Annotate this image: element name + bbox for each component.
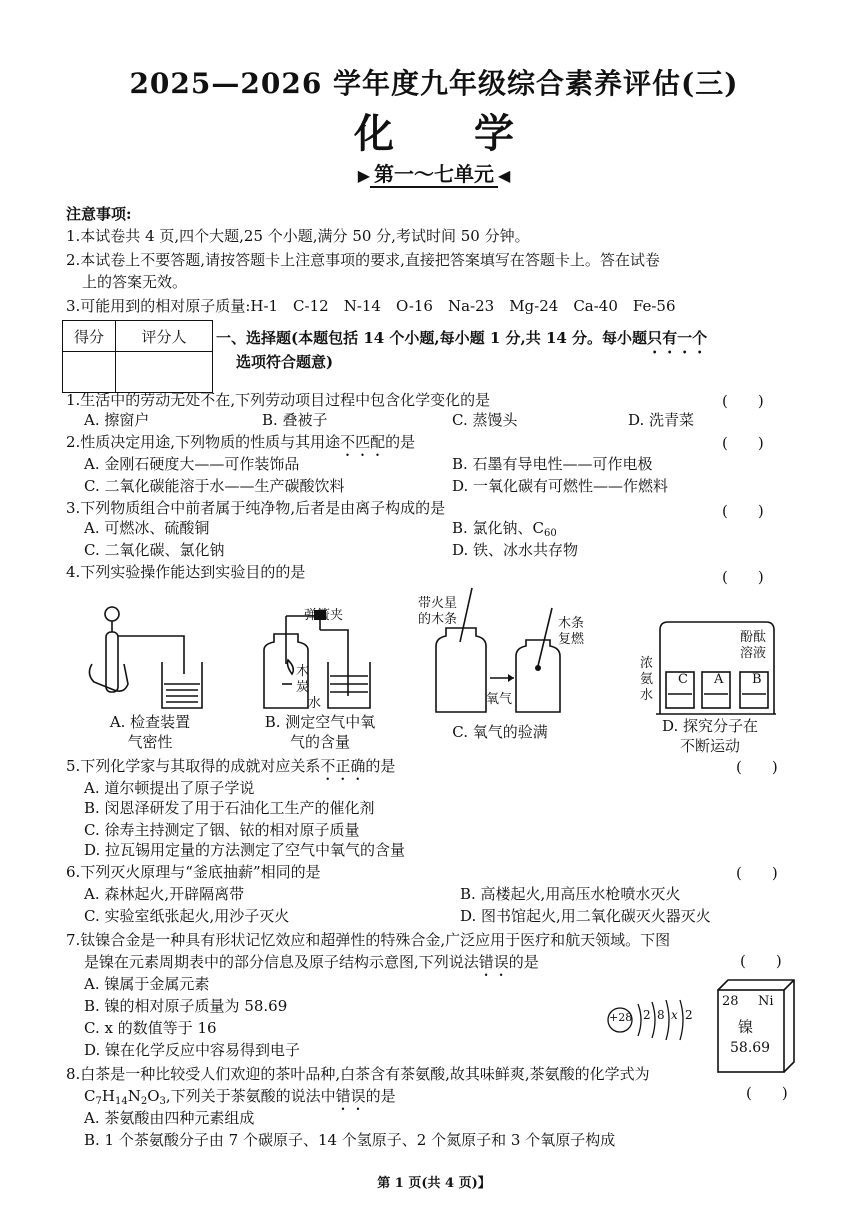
atom-shell-3: x <box>671 1008 678 1022</box>
atom-shell-1: 2 <box>643 1008 651 1022</box>
score-label: 得分 <box>63 321 116 352</box>
left-triangle-icon: ◀ <box>498 166 511 185</box>
label-ammonia-1: 浓 <box>640 656 654 671</box>
score-table <box>62 320 213 393</box>
atom-shell-4: 2 <box>685 1008 693 1022</box>
note-1: 1.本试卷共 4 页,四个大题,25 个小题,满分 50 分,考试时间 50 分钟。 <box>66 227 530 245</box>
q5-stem-end: 的是 <box>365 757 396 775</box>
q4-caption-d1: D. 探究分子在 <box>661 717 759 735</box>
q6-option-b: B. 高楼起火,用高压水枪喷水灭火 <box>460 885 681 903</box>
q2-stem-text: 2.性质决定用途,下列物质的性质与其用途 <box>66 433 341 451</box>
answer-paren: ( ) <box>736 864 778 882</box>
element-name: 镍 <box>738 1018 754 1036</box>
q4-caption-a2: 气密性 <box>127 733 173 751</box>
label-splint-1: 带火星 <box>418 596 458 611</box>
q2-emphasis: 不匹配 <box>340 433 386 451</box>
answer-paren: ( ) <box>736 758 778 776</box>
q2-stem-end: 的是 <box>385 433 416 451</box>
answer-paren: ( ) <box>722 568 764 586</box>
figure-a-airtightness <box>84 604 214 714</box>
notes-heading: 注意事项: <box>66 205 132 223</box>
q3-option-b-sub: 60 <box>544 528 557 539</box>
label-phenol-1: 酚酞 <box>740 630 767 645</box>
unit-banner <box>0 158 868 187</box>
q3-option-d: D. 铁、冰水共存物 <box>452 541 579 559</box>
note-2: 2.本试卷上不要答题,请按答题卡上注意事项的要求,直接把答案填写在答题卡上。答在试卷 <box>66 251 660 269</box>
q8-emphasis: 错误 <box>335 1087 366 1105</box>
q3-stem: 3.下列物质组合中前者属于纯净物,后者是由离子构成的是 <box>66 499 446 517</box>
element-mass: 58.69 <box>730 1040 771 1056</box>
q8-stem-end: 的是 <box>365 1087 396 1105</box>
q2-option-b: B. 石墨有导电性——可作电极 <box>452 455 653 473</box>
score-cell <box>63 352 116 393</box>
note-2-cont: 上的答案无效。 <box>82 273 188 291</box>
label-charcoal-1: 木 <box>296 664 310 679</box>
label-water: 水 <box>308 696 322 711</box>
q8-stem-1: 8.白茶是一种比较受人们欢迎的茶叶品种,白茶含有茶氨酸,故其味鲜爽,茶氨酸的化学式为 <box>66 1065 650 1083</box>
label-ammonia-2: 氨 <box>640 672 654 687</box>
element-card-box <box>714 976 798 1076</box>
q4-caption-d2: 不断运动 <box>679 737 740 755</box>
q1-option-a: A. 擦窗户 <box>84 411 150 429</box>
q3-option-b-text: B. 氯化钠、C <box>452 519 545 537</box>
q8-stem-text: ,下列关于茶氨酸的说法中 <box>165 1087 336 1105</box>
label-oxygen: 氧气 <box>486 692 513 707</box>
q7-option-c: C. x 的数值等于 16 <box>84 1019 217 1037</box>
q8-option-a: A. 茶氨酸由四种元素组成 <box>84 1109 255 1127</box>
q5-stem-text: 5.下列化学家与其取得的成就对应关系 <box>66 757 321 775</box>
q2-option-a: A. 金刚石硬度大——可作装饰品 <box>84 455 300 473</box>
element-number: 28 <box>722 994 739 1009</box>
q6-option-c: C. 实验室纸张起火,用沙子灭火 <box>84 907 290 925</box>
label-cup-a: A <box>714 672 724 687</box>
q3-option-a: A. 可燃冰、硫酸铜 <box>84 519 210 537</box>
label-reignite-2: 复燃 <box>558 632 585 647</box>
section1-title-text: 一、选择题(本题包括 14 个小题,每小题 1 分,共 14 分。每小题 <box>216 329 648 347</box>
q2-option-d: D. 一氧化碳有可燃性——作燃料 <box>452 477 669 495</box>
q5-option-a: A. 道尔顿提出了原子学说 <box>84 779 255 797</box>
right-triangle-icon: ▶ <box>357 166 370 185</box>
q1-option-d: D. 洗青菜 <box>628 411 695 429</box>
answer-paren: ( ) <box>722 392 764 410</box>
element-symbol: Ni <box>758 994 774 1009</box>
q5-emphasis: 不正确 <box>320 757 366 775</box>
q5-option-b: B. 闵恩泽研发了用于石油化工生产的催化剂 <box>84 799 375 817</box>
label-cup-b: B <box>752 672 762 687</box>
q7-option-b: B. 镍的相对原子质量为 58.69 <box>84 997 288 1015</box>
q2-option-c: C. 二氧化碳能溶于水——生产碳酸饮料 <box>84 477 345 495</box>
q8-option-b: B. 1 个茶氨酸分子由 7 个碳原子、14 个氢原子、2 个氮原子和 3 个氧原子构成 <box>84 1131 616 1149</box>
answer-paren: ( ) <box>722 502 764 520</box>
q4-caption-b1: B. 测定空气中氧 <box>264 713 376 731</box>
subject-title: 化 学 <box>354 110 514 157</box>
label-spring-clip: 弹簧夹 <box>304 608 344 623</box>
q7-stem-1: 7.钛镍合金是一种具有形状记忆效应和超弹性的特殊合金,广泛应用于医疗和航天领域。下图 <box>66 931 671 949</box>
q7-option-d: D. 镍在化学反应中容易得到电子 <box>84 1041 301 1059</box>
page-footer: 第 1 页(共 4 页)】 <box>377 1176 491 1191</box>
q1-stem: 1.生活中的劳动无处不在,下列劳动项目过程中包含化学变化的是 <box>66 391 491 409</box>
note-3: 3.可能用到的相对原子质量:H-1 C-12 N-14 O-16 Na-23 Mg-24 Ca-40 Fe-56 <box>66 297 676 315</box>
grader-cell <box>116 352 213 393</box>
section1-emphasis: 只有一个 <box>647 329 708 347</box>
q7-stem-text: 是镍在元素周期表中的部分信息及原子结构示意图,下列说法 <box>84 953 479 971</box>
grader-label: 评分人 <box>116 321 213 352</box>
atom-shell-2: 8 <box>657 1008 665 1022</box>
q4-caption-c: C. 氧气的验满 <box>452 723 548 741</box>
q1-option-c: C. 蒸馒头 <box>452 411 518 429</box>
unit-label: 第一～七单元 <box>370 162 498 188</box>
q7-stem-end: 的是 <box>508 953 539 971</box>
q3-option-c: C. 二氧化碳、氯化钠 <box>84 541 225 559</box>
section1-title-cont: 选项符合题意) <box>236 353 334 371</box>
q7-option-a: A. 镍属于金属元素 <box>84 975 210 993</box>
answer-paren: ( ) <box>740 952 782 970</box>
exam-title: 2025—2026 学年度九年级综合素养评估(三) <box>129 67 739 100</box>
q6-stem: 6.下列灭火原理与“釜底抽薪”相同的是 <box>66 863 321 881</box>
label-charcoal-2: 炭 <box>296 680 310 695</box>
q4-caption-a1: A. 检查装置 <box>109 713 191 731</box>
q4-caption-b2: 气的含量 <box>289 733 350 751</box>
answer-paren: ( ) <box>746 1084 788 1102</box>
tea-formula: $C_7H_{14}N_2O_3$ <box>84 1087 166 1107</box>
label-splint-2: 的木条 <box>418 612 458 627</box>
q6-option-a: A. 森林起火,开辟隔离带 <box>84 885 245 903</box>
answer-paren: ( ) <box>722 434 764 452</box>
q5-option-c: C. 徐寿主持测定了铟、铱的相对原子质量 <box>84 821 360 839</box>
q7-emphasis: 错误 <box>478 953 509 971</box>
label-phenol-2: 溶液 <box>740 646 767 661</box>
atom-nucleus: +28 <box>609 1011 633 1024</box>
q4-stem: 4.下列实验操作能达到实验目的的是 <box>66 563 306 581</box>
q6-option-d: D. 图书馆起火,用二氧化碳灭火器灭火 <box>460 907 711 925</box>
label-ammonia-3: 水 <box>640 688 654 703</box>
q1-option-b: B. 叠被子 <box>262 411 328 429</box>
label-reignite-1: 木条 <box>558 616 585 631</box>
label-cup-c: C <box>678 672 688 687</box>
q5-option-d: D. 拉瓦锡用定量的方法测定了空气中氧气的含量 <box>84 841 406 859</box>
